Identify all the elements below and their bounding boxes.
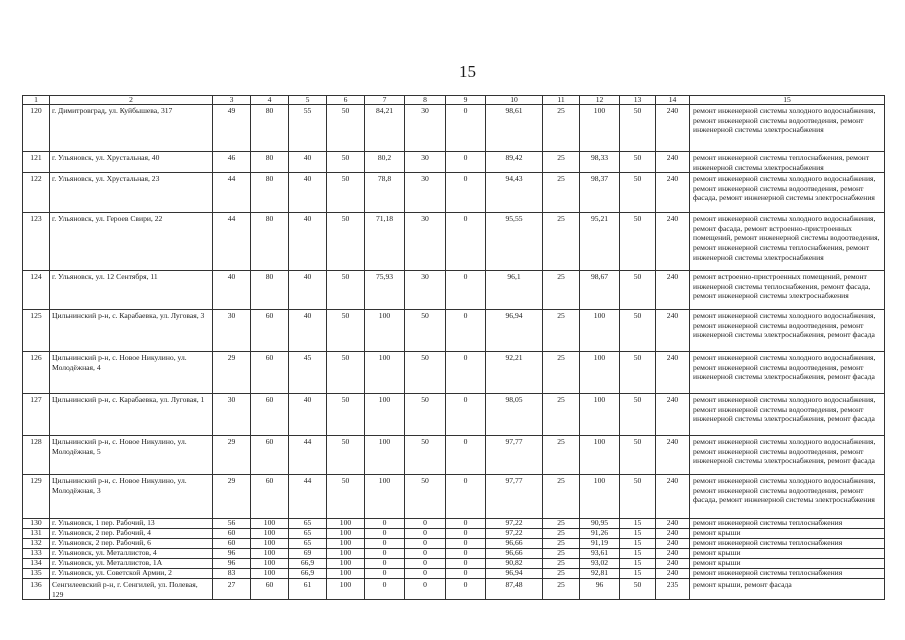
- value-cell: 25: [543, 559, 580, 569]
- value-cell: 50: [620, 271, 656, 310]
- value-cell: 0: [365, 559, 405, 569]
- value-cell: 0: [446, 549, 486, 559]
- value-cell: 95,21: [580, 213, 620, 271]
- value-cell: 25: [543, 213, 580, 271]
- address-cell: Цильнинский р-н, с. Новое Никулино, ул. Молодёжная, 4: [50, 352, 213, 394]
- value-cell: 96,1: [486, 271, 543, 310]
- value-cell: 240: [656, 529, 690, 539]
- value-cell: 40: [213, 271, 251, 310]
- value-cell: 15: [620, 549, 656, 559]
- column-number: 10: [486, 96, 543, 105]
- value-cell: 83: [213, 569, 251, 579]
- value-cell: 50: [620, 475, 656, 519]
- column-number: 15: [690, 96, 885, 105]
- works-cell: ремонт крыши: [690, 529, 885, 539]
- value-cell: 50: [620, 436, 656, 475]
- address-cell: Цильнинский р-н, с. Новое Никулино, ул. Молодёжная, 5: [50, 436, 213, 475]
- row-number: 125: [23, 310, 50, 352]
- table-row: [23, 559, 885, 569]
- value-cell: 29: [213, 475, 251, 519]
- row-number: 121: [23, 152, 50, 173]
- value-cell: 240: [656, 549, 690, 559]
- value-cell: 96,94: [486, 569, 543, 579]
- address-cell: г. Димитровград, ул. Куйбышева, 317: [50, 105, 213, 152]
- value-cell: 0: [446, 173, 486, 213]
- address-cell: Цильнинский р-н, с. Карабаевка, ул. Луговая, 1: [50, 394, 213, 436]
- value-cell: 93,02: [580, 559, 620, 569]
- value-cell: 25: [543, 549, 580, 559]
- value-cell: 96: [213, 559, 251, 569]
- value-cell: 50: [327, 173, 365, 213]
- column-number: 4: [251, 96, 289, 105]
- column-number: 6: [327, 96, 365, 105]
- column-number: 7: [365, 96, 405, 105]
- value-cell: 0: [446, 310, 486, 352]
- value-cell: 0: [446, 579, 486, 600]
- value-cell: 100: [365, 394, 405, 436]
- value-cell: 60: [213, 529, 251, 539]
- works-cell: ремонт инженерной системы теплоснабжения: [690, 519, 885, 529]
- value-cell: 0: [446, 436, 486, 475]
- works-cell: ремонт инженерной системы теплоснабжения: [690, 539, 885, 549]
- column-number: 13: [620, 96, 656, 105]
- value-cell: 25: [543, 310, 580, 352]
- table-row: [23, 271, 885, 310]
- table-row: [23, 213, 885, 271]
- value-cell: 25: [543, 475, 580, 519]
- address-cell: г. Ульяновск, 1 пер. Рабочий, 13: [50, 519, 213, 529]
- row-number: 128: [23, 436, 50, 475]
- value-cell: 96,66: [486, 549, 543, 559]
- value-cell: 50: [620, 152, 656, 173]
- value-cell: 100: [251, 539, 289, 549]
- row-number: 127: [23, 394, 50, 436]
- value-cell: 100: [580, 352, 620, 394]
- value-cell: 240: [656, 105, 690, 152]
- address-cell: г. Ульяновск, ул. Героев Свири, 22: [50, 213, 213, 271]
- row-number: 131: [23, 529, 50, 539]
- address-cell: Цильнинский р-н, с. Новое Никулино, ул. Молодёжная, 3: [50, 475, 213, 519]
- table-row: [23, 436, 885, 475]
- row-number: 133: [23, 549, 50, 559]
- value-cell: 0: [365, 519, 405, 529]
- value-cell: 0: [446, 519, 486, 529]
- value-cell: 95,55: [486, 213, 543, 271]
- value-cell: 50: [405, 475, 446, 519]
- value-cell: 0: [446, 352, 486, 394]
- value-cell: 0: [446, 152, 486, 173]
- value-cell: 91,26: [580, 529, 620, 539]
- value-cell: 80,2: [365, 152, 405, 173]
- value-cell: 40: [289, 310, 327, 352]
- column-number: 2: [50, 96, 213, 105]
- value-cell: 45: [289, 352, 327, 394]
- value-cell: 0: [365, 549, 405, 559]
- value-cell: 71,18: [365, 213, 405, 271]
- value-cell: 96: [213, 549, 251, 559]
- value-cell: 25: [543, 569, 580, 579]
- value-cell: 44: [213, 213, 251, 271]
- row-number: 123: [23, 213, 50, 271]
- value-cell: 97,77: [486, 436, 543, 475]
- value-cell: 90,95: [580, 519, 620, 529]
- value-cell: 100: [580, 310, 620, 352]
- value-cell: 60: [251, 352, 289, 394]
- works-cell: ремонт инженерной системы холодного водоснабжения, ремонт инженерной системы водоотведения, ремонт фасада, ремонт инженерной системы электроснабжения: [690, 475, 885, 519]
- address-cell: г. Ульяновск, ул. Хрустальная, 40: [50, 152, 213, 173]
- row-number: 120: [23, 105, 50, 152]
- value-cell: 0: [365, 539, 405, 549]
- value-cell: 29: [213, 436, 251, 475]
- value-cell: 87,48: [486, 579, 543, 600]
- value-cell: 98,67: [580, 271, 620, 310]
- value-cell: 60: [251, 310, 289, 352]
- value-cell: 50: [327, 436, 365, 475]
- works-cell: ремонт инженерной системы холодного водоснабжения, ремонт инженерной системы водоотведения, ремонт инженерной системы электроснабжения, ремонт фасада: [690, 394, 885, 436]
- value-cell: 0: [446, 394, 486, 436]
- value-cell: 50: [620, 394, 656, 436]
- works-cell: ремонт инженерной системы холодного водоснабжения, ремонт инженерной системы водоотведения, ремонт инженерной системы электроснабжения, ремонт фасада: [690, 436, 885, 475]
- value-cell: 0: [365, 579, 405, 600]
- value-cell: 0: [405, 519, 446, 529]
- value-cell: 96,66: [486, 539, 543, 549]
- value-cell: 44: [289, 436, 327, 475]
- value-cell: 0: [405, 539, 446, 549]
- value-cell: 75,93: [365, 271, 405, 310]
- value-cell: 50: [620, 105, 656, 152]
- value-cell: 29: [213, 352, 251, 394]
- table-row: [23, 152, 885, 173]
- value-cell: 60: [251, 475, 289, 519]
- column-number: 12: [580, 96, 620, 105]
- row-number: 129: [23, 475, 50, 519]
- value-cell: 44: [213, 173, 251, 213]
- value-cell: 98,61: [486, 105, 543, 152]
- value-cell: 240: [656, 559, 690, 569]
- value-cell: 91,19: [580, 539, 620, 549]
- value-cell: 97,77: [486, 475, 543, 519]
- value-cell: 100: [251, 569, 289, 579]
- value-cell: 44: [289, 475, 327, 519]
- column-number: 5: [289, 96, 327, 105]
- works-cell: ремонт инженерной системы теплоснабжения, ремонт инженерной системы электроснабжения: [690, 152, 885, 173]
- value-cell: 0: [446, 569, 486, 579]
- column-number: 8: [405, 96, 446, 105]
- value-cell: 100: [580, 436, 620, 475]
- row-number: 134: [23, 559, 50, 569]
- value-cell: 84,21: [365, 105, 405, 152]
- value-cell: 0: [405, 579, 446, 600]
- column-number: 11: [543, 96, 580, 105]
- table-row: [23, 579, 885, 600]
- column-number: 9: [446, 96, 486, 105]
- works-cell: ремонт инженерной системы холодного водоснабжения, ремонт инженерной системы водоотведения, ремонт инженерной системы электроснабжения, ремонт фасада: [690, 352, 885, 394]
- value-cell: 78,8: [365, 173, 405, 213]
- value-cell: 240: [656, 475, 690, 519]
- value-cell: 0: [365, 569, 405, 579]
- value-cell: 98,33: [580, 152, 620, 173]
- address-cell: г. Ульяновск, ул. Хрустальная, 23: [50, 173, 213, 213]
- value-cell: 25: [543, 436, 580, 475]
- value-cell: 65: [289, 539, 327, 549]
- value-cell: 50: [620, 579, 656, 600]
- value-cell: 27: [213, 579, 251, 600]
- value-cell: 46: [213, 152, 251, 173]
- address-cell: г. Ульяновск, ул. Металлистов, 4: [50, 549, 213, 559]
- value-cell: 100: [251, 559, 289, 569]
- value-cell: 240: [656, 569, 690, 579]
- value-cell: 100: [327, 579, 365, 600]
- value-cell: 15: [620, 539, 656, 549]
- value-cell: 50: [620, 352, 656, 394]
- row-number: 136: [23, 579, 50, 600]
- table-row: [23, 394, 885, 436]
- value-cell: 93,61: [580, 549, 620, 559]
- value-cell: 25: [543, 529, 580, 539]
- value-cell: 100: [580, 105, 620, 152]
- value-cell: 100: [365, 475, 405, 519]
- value-cell: 92,81: [580, 569, 620, 579]
- table-row: [23, 352, 885, 394]
- value-cell: 0: [446, 271, 486, 310]
- address-cell: г. Ульяновск, 2 пер. Рабочий, 6: [50, 539, 213, 549]
- value-cell: 55: [289, 105, 327, 152]
- value-cell: 56: [213, 519, 251, 529]
- value-cell: 90,82: [486, 559, 543, 569]
- address-cell: г. Ульяновск, ул. 12 Сентября, 11: [50, 271, 213, 310]
- value-cell: 50: [327, 105, 365, 152]
- table-row: [23, 519, 885, 529]
- value-cell: 0: [405, 559, 446, 569]
- works-cell: ремонт крыши: [690, 549, 885, 559]
- row-number: 122: [23, 173, 50, 213]
- address-cell: г. Ульяновск, ул. Металлистов, 1А: [50, 559, 213, 569]
- value-cell: 0: [365, 529, 405, 539]
- value-cell: 40: [289, 271, 327, 310]
- value-cell: 30: [405, 271, 446, 310]
- value-cell: 80: [251, 105, 289, 152]
- value-cell: 30: [405, 105, 446, 152]
- value-cell: 50: [405, 394, 446, 436]
- value-cell: 49: [213, 105, 251, 152]
- value-cell: 80: [251, 173, 289, 213]
- value-cell: 96,94: [486, 310, 543, 352]
- row-number: 124: [23, 271, 50, 310]
- value-cell: 97,22: [486, 519, 543, 529]
- value-cell: 0: [405, 569, 446, 579]
- value-cell: 40: [289, 173, 327, 213]
- value-cell: 240: [656, 271, 690, 310]
- value-cell: 100: [251, 529, 289, 539]
- value-cell: 65: [289, 529, 327, 539]
- value-cell: 60: [251, 579, 289, 600]
- value-cell: 100: [365, 310, 405, 352]
- value-cell: 25: [543, 105, 580, 152]
- value-cell: 66,9: [289, 559, 327, 569]
- value-cell: 240: [656, 394, 690, 436]
- value-cell: 50: [327, 352, 365, 394]
- value-cell: 60: [251, 436, 289, 475]
- value-cell: 0: [446, 475, 486, 519]
- table-row: [23, 105, 885, 152]
- value-cell: 80: [251, 213, 289, 271]
- value-cell: 0: [405, 549, 446, 559]
- value-cell: 92,21: [486, 352, 543, 394]
- address-cell: Цильнинский р-н, с. Карабаевка, ул. Луговая, 3: [50, 310, 213, 352]
- column-number: 14: [656, 96, 690, 105]
- value-cell: 100: [327, 569, 365, 579]
- value-cell: 100: [365, 352, 405, 394]
- value-cell: 25: [543, 519, 580, 529]
- value-cell: 50: [327, 152, 365, 173]
- value-cell: 100: [251, 549, 289, 559]
- value-cell: 25: [543, 271, 580, 310]
- address-cell: Сенгилеевский р-н, г. Сенгилей, ул. Полевая, 129: [50, 579, 213, 600]
- value-cell: 25: [543, 352, 580, 394]
- value-cell: 61: [289, 579, 327, 600]
- column-number: 3: [213, 96, 251, 105]
- value-cell: 40: [289, 152, 327, 173]
- value-cell: 97,22: [486, 529, 543, 539]
- works-cell: ремонт инженерной системы холодного водоснабжения, ремонт фасада, ремонт встроенно-пристроенных помещений, ремонт инженерной системы водоотведения, ремонт инженерной системы теплоснабжения, ремонт инженерной системы электроснабжения: [690, 213, 885, 271]
- value-cell: 96: [580, 579, 620, 600]
- value-cell: 50: [620, 310, 656, 352]
- value-cell: 0: [446, 559, 486, 569]
- table-row: [23, 539, 885, 549]
- works-cell: ремонт инженерной системы холодного водоснабжения, ремонт инженерной системы водоотведения, ремонт фасада, ремонт инженерной системы электроснабжения: [690, 173, 885, 213]
- value-cell: 235: [656, 579, 690, 600]
- works-cell: ремонт крыши: [690, 559, 885, 569]
- value-cell: 240: [656, 213, 690, 271]
- value-cell: 30: [213, 394, 251, 436]
- value-cell: 66,9: [289, 569, 327, 579]
- value-cell: 25: [543, 173, 580, 213]
- column-number-row: [23, 96, 885, 105]
- value-cell: 60: [213, 539, 251, 549]
- value-cell: 50: [620, 213, 656, 271]
- works-cell: ремонт крыши, ремонт фасада: [690, 579, 885, 600]
- table-row: [23, 569, 885, 579]
- value-cell: 0: [446, 213, 486, 271]
- value-cell: 0: [446, 539, 486, 549]
- table-row: [23, 310, 885, 352]
- value-cell: 65: [289, 519, 327, 529]
- value-cell: 25: [543, 394, 580, 436]
- row-number: 130: [23, 519, 50, 529]
- value-cell: 100: [327, 519, 365, 529]
- works-cell: ремонт инженерной системы холодного водоснабжения, ремонт инженерной системы водоотведения, ремонт инженерной системы электроснабжения, ремонт фасада: [690, 310, 885, 352]
- value-cell: 40: [289, 394, 327, 436]
- value-cell: 100: [327, 549, 365, 559]
- value-cell: 50: [405, 352, 446, 394]
- row-number: 135: [23, 569, 50, 579]
- value-cell: 240: [656, 352, 690, 394]
- value-cell: 30: [405, 213, 446, 271]
- value-cell: 240: [656, 173, 690, 213]
- value-cell: 80: [251, 271, 289, 310]
- value-cell: 50: [405, 436, 446, 475]
- value-cell: 0: [446, 529, 486, 539]
- value-cell: 30: [405, 152, 446, 173]
- value-cell: 15: [620, 529, 656, 539]
- value-cell: 100: [327, 539, 365, 549]
- value-cell: 240: [656, 519, 690, 529]
- value-cell: 240: [656, 539, 690, 549]
- value-cell: 98,05: [486, 394, 543, 436]
- row-number: 126: [23, 352, 50, 394]
- value-cell: 69: [289, 549, 327, 559]
- value-cell: 50: [405, 310, 446, 352]
- value-cell: 89,42: [486, 152, 543, 173]
- value-cell: 100: [580, 475, 620, 519]
- value-cell: 98,37: [580, 173, 620, 213]
- value-cell: 30: [213, 310, 251, 352]
- value-cell: 50: [620, 173, 656, 213]
- table-row: [23, 173, 885, 213]
- row-number: 132: [23, 539, 50, 549]
- value-cell: 0: [405, 529, 446, 539]
- works-cell: ремонт инженерной системы теплоснабжения: [690, 569, 885, 579]
- table-row: [23, 549, 885, 559]
- value-cell: 60: [251, 394, 289, 436]
- value-cell: 25: [543, 579, 580, 600]
- value-cell: 30: [405, 173, 446, 213]
- value-cell: 240: [656, 310, 690, 352]
- value-cell: 80: [251, 152, 289, 173]
- value-cell: 40: [289, 213, 327, 271]
- address-cell: г. Ульяновск, 2 пер. Рабочий, 4: [50, 529, 213, 539]
- page-number: 15: [459, 62, 476, 81]
- value-cell: 240: [656, 152, 690, 173]
- works-cell: ремонт встроенно-пристроенных помещений, ремонт инженерной системы теплоснабжения, ремонт фасада, ремонт инженерной системы электроснабжения: [690, 271, 885, 310]
- value-cell: 50: [327, 394, 365, 436]
- value-cell: 100: [365, 436, 405, 475]
- value-cell: 15: [620, 569, 656, 579]
- works-cell: ремонт инженерной системы холодного водоснабжения, ремонт инженерной системы водоотведения, ремонт инженерной системы электроснабжения: [690, 105, 885, 152]
- value-cell: 50: [327, 213, 365, 271]
- value-cell: 94,43: [486, 173, 543, 213]
- table-row: [23, 529, 885, 539]
- column-number: 1: [23, 96, 50, 105]
- value-cell: 0: [446, 105, 486, 152]
- value-cell: 50: [327, 475, 365, 519]
- value-cell: 25: [543, 539, 580, 549]
- value-cell: 50: [327, 271, 365, 310]
- value-cell: 50: [327, 310, 365, 352]
- table-row: [23, 475, 885, 519]
- value-cell: 100: [580, 394, 620, 436]
- value-cell: 100: [251, 519, 289, 529]
- value-cell: 15: [620, 519, 656, 529]
- address-cell: г. Ульяновск, ул. Советской Армии, 2: [50, 569, 213, 579]
- value-cell: 100: [327, 559, 365, 569]
- repair-table: [22, 95, 885, 600]
- value-cell: 100: [327, 529, 365, 539]
- value-cell: 240: [656, 436, 690, 475]
- value-cell: 25: [543, 152, 580, 173]
- value-cell: 15: [620, 559, 656, 569]
